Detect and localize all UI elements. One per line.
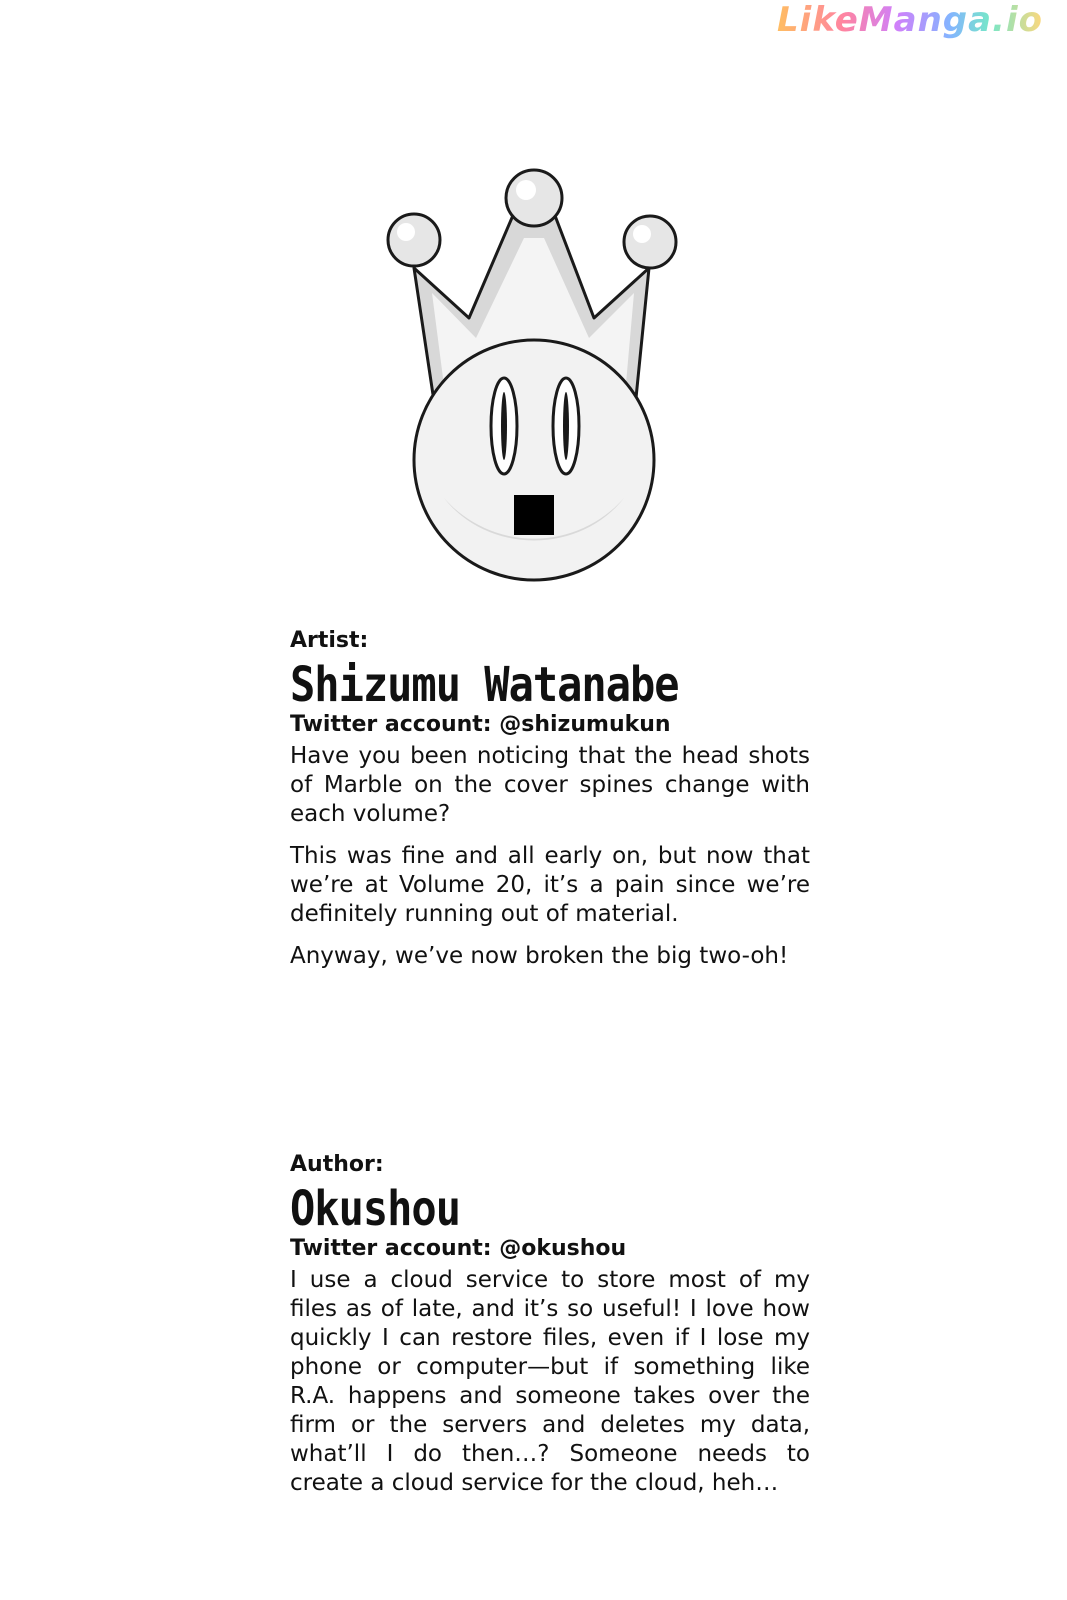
artist-paragraph: Anyway, we’ve now broken the big two-oh! (290, 943, 789, 969)
author-paragraph: I use a cloud service to store most of my files as of late, and it’s so useful! I love how quickly I can restore files, even if I lose my phone or computer—but if something like R.A. happens and someone takes over the firm or the servers and deletes my data, what’ll I do then…? Someone needs to create a cloud service for the cloud, heh… (290, 1267, 810, 1496)
artist-name: Shizumu Watanabe (290, 656, 679, 713)
author-section (290, 1152, 810, 1511)
crown-mascot-illustration (384, 168, 684, 588)
artist-role-label: Artist: (290, 628, 369, 653)
author-role-label: Author: (290, 1152, 384, 1177)
author-name: Okushou (290, 1180, 461, 1237)
author-twitter: Twitter account: @okushou (290, 1236, 627, 1261)
site-watermark: LikeManga.io (777, 0, 1043, 40)
artist-paragraph: Have you been noticing that the head shots of Marble on the cover spines change with each volume? (290, 743, 810, 827)
artist-twitter: Twitter account: @shizumukun (290, 712, 671, 737)
artist-section (290, 628, 810, 984)
artist-paragraph: This was fine and all early on, but now that we’re at Volume 20, it’s a pain since we’re definitely running out of material. (290, 843, 810, 927)
mascot-face (414, 340, 654, 580)
